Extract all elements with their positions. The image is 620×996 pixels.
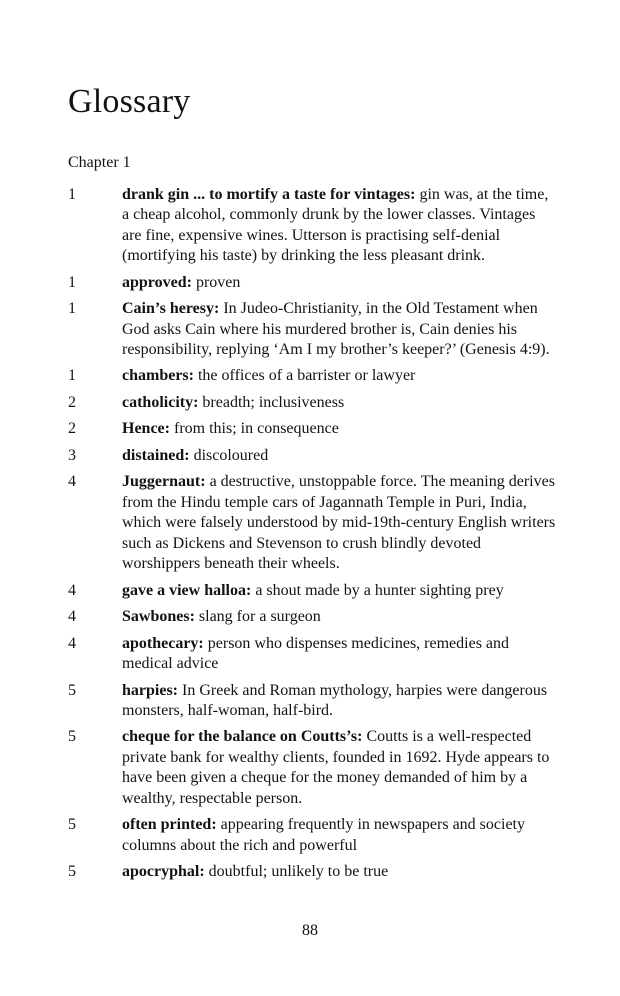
glossary-entry bbox=[68, 727, 558, 809]
page-number: 88 bbox=[302, 922, 318, 939]
entry-text bbox=[122, 862, 558, 882]
entry-term: cheque for the balance on Coutts’s: bbox=[122, 728, 363, 746]
entry-text bbox=[122, 185, 558, 267]
glossary-entry bbox=[68, 185, 558, 267]
entry-text bbox=[122, 727, 558, 809]
entry-number: 1 bbox=[68, 300, 76, 318]
entry-term: Juggernaut: bbox=[122, 473, 206, 491]
glossary-entry bbox=[68, 419, 558, 439]
entry-term: drank gin ... to mortify a taste for vintages: bbox=[122, 185, 416, 203]
entry-definition: doubtful; unlikely to be true bbox=[204, 863, 389, 881]
entry-definition: a destructive, unstoppable force. The meaning derives from the Hindu temple cars of Jagannath Temple in Puri, India, which were falsely understood by mid-19th-century English writers such as Dickens and Stevenson to crush blindly devoted worshippers beneath their wheels. bbox=[122, 473, 556, 573]
entry-text bbox=[122, 607, 558, 627]
entry-number: 4 bbox=[68, 634, 76, 652]
entry-number: 4 bbox=[68, 473, 76, 491]
entry-term: chambers: bbox=[122, 367, 194, 385]
entry-definition: from this; in consequence bbox=[169, 420, 339, 438]
glossary-entry bbox=[68, 581, 558, 601]
glossary-entry bbox=[68, 299, 558, 360]
entry-term: distained: bbox=[122, 446, 190, 464]
entry-number: 4 bbox=[68, 608, 76, 626]
entry-text bbox=[122, 299, 558, 360]
entry-definition: gin was, at the time, a cheap alcohol, commonly drunk by the lower classes. Vintages are fine, expensive wines. Utterson is practising self-denial (mortifying his taste) by drinking the less pleasant drink. bbox=[122, 185, 549, 265]
entry-term: catholicity: bbox=[122, 393, 199, 411]
entry-number: 1 bbox=[68, 367, 76, 385]
entry-number: 2 bbox=[68, 393, 76, 411]
glossary-entry bbox=[68, 634, 558, 675]
entry-term: harpies: bbox=[122, 681, 178, 699]
entry-term: Sawbones: bbox=[122, 608, 195, 626]
entry-term: apocryphal: bbox=[122, 863, 205, 881]
entry-number: 5 bbox=[68, 728, 76, 746]
entry-number: 1 bbox=[68, 185, 76, 203]
entry-text bbox=[122, 419, 558, 439]
entry-text bbox=[122, 581, 558, 601]
entry-text bbox=[122, 634, 558, 675]
glossary-entry bbox=[68, 472, 558, 574]
entry-definition: Coutts is a well-respected private bank for wealthy clients, founded in 1692. Hyde appears to have been given a cheque for the money demanded of him by a wealthy, respectable person. bbox=[122, 728, 550, 807]
entry-term: apothecary: bbox=[122, 634, 204, 652]
glossary-entry bbox=[68, 862, 558, 882]
glossary-entry bbox=[68, 446, 558, 466]
entry-text bbox=[122, 472, 558, 574]
chapter-heading: Chapter 1 bbox=[68, 153, 131, 171]
entry-number: 1 bbox=[68, 273, 76, 291]
entry-number: 5 bbox=[68, 863, 76, 881]
entry-definition: slang for a surgeon bbox=[194, 608, 321, 626]
entry-number: 5 bbox=[68, 816, 76, 834]
entry-definition: the offices of a barrister or lawyer bbox=[193, 367, 416, 385]
entry-definition: In Greek and Roman mythology, harpies were dangerous monsters, half-woman, half-bird. bbox=[122, 681, 548, 719]
entry-term: approved: bbox=[122, 273, 192, 291]
entry-term: gave a view halloa: bbox=[122, 581, 252, 599]
glossary-list bbox=[68, 185, 558, 883]
entry-text bbox=[122, 366, 558, 386]
entry-definition: In Judeo-Christianity, in the Old Testament when God asks Cain where his murdered brother is, Cain denies his responsibility, replying ‘Am I my brother’s keeper?’ (Genesis 4:9). bbox=[122, 300, 550, 358]
glossary-entry bbox=[68, 815, 558, 856]
entry-definition: proven bbox=[191, 273, 241, 291]
glossary-entry bbox=[68, 681, 558, 722]
entry-number: 4 bbox=[68, 581, 76, 599]
glossary-entry bbox=[68, 366, 558, 386]
entry-definition: person who dispenses medicines, remedies and medical advice bbox=[122, 634, 510, 673]
glossary-entry bbox=[68, 273, 558, 293]
entry-number: 2 bbox=[68, 420, 76, 438]
page-title: Glossary bbox=[68, 83, 191, 120]
entry-number: 5 bbox=[68, 681, 76, 699]
entry-term: often printed: bbox=[122, 816, 217, 834]
glossary-entry bbox=[68, 607, 558, 627]
entry-number: 3 bbox=[68, 446, 76, 464]
entry-text bbox=[122, 393, 558, 413]
entry-text bbox=[122, 681, 558, 722]
entry-term: Cain’s heresy: bbox=[122, 300, 220, 318]
entry-text bbox=[122, 273, 558, 293]
entry-definition: a shout made by a hunter sighting prey bbox=[251, 581, 504, 599]
entry-definition: discoloured bbox=[189, 446, 269, 464]
glossary-entry bbox=[68, 393, 558, 413]
entry-definition: breadth; inclusiveness bbox=[198, 393, 345, 411]
entry-text bbox=[122, 446, 558, 466]
entry-definition: appearing frequently in newspapers and society columns about the rich and powerful bbox=[122, 816, 525, 854]
entry-term: Hence: bbox=[122, 420, 170, 438]
entry-text bbox=[122, 815, 558, 856]
